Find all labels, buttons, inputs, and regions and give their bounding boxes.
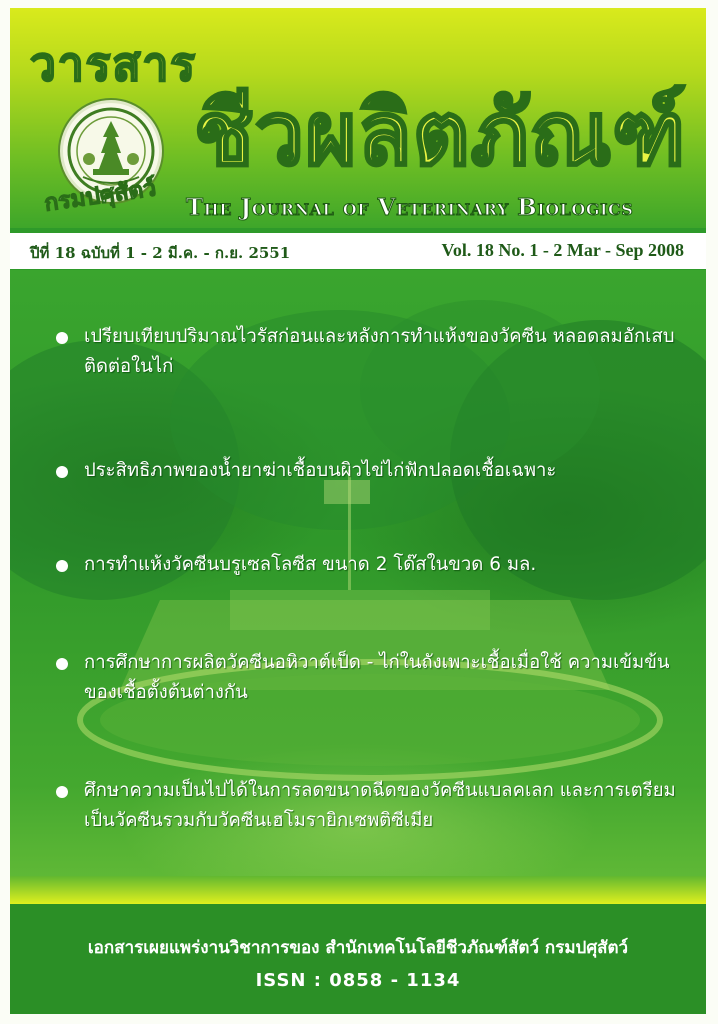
article-title: การศึกษาการผลิตวัคซีนอหิวาต์เป็ด - ไก่ในถังเพาะเชื้อเมื่อใช้ ความเข้มข้นของเชื้อตั้งต้นต่างกัน [84,652,670,703]
article-title: เปรียบเทียบปริมาณไวรัสก่อนและหลังการทำแห้งของวัคซีน หลอดลมอักเสบติดต่อในไก่ [84,326,675,377]
publisher-line: เอกสารเผยแพร่งานวิชาการของ สำนักเทคโนโลยีชีวภัณฑ์สัตว์ กรมปศุสัตว์ [87,938,629,958]
article-title: ประสิทธิภาพของน้ำยาฆ่าเชื้อบนผิวไข่ไก่ฟักปลอดเชื้อเฉพาะ [84,460,557,481]
article-item [56,776,696,836]
issue-thai: ปีที่ 18 ฉบับที่ 1 - 2 มี.ค. - ก.ย. 2551 [30,244,291,262]
issue-english: Vol. 18 No. 1 - 2 Mar - Sep 2008 [441,240,684,260]
bullet-icon [56,786,68,798]
footer-yellow-band [10,876,706,904]
bullet-icon [56,658,68,670]
article-title: การทำแห้งวัคซีนบรูเซลโลซีส ขนาด 2 โด๊สในขวด 6 มล. [84,554,537,575]
article-title: ศึกษาความเป็นไปได้ในการลดขนาดฉีดของวัคซีนแบลคเลก และการเตรียมเป็นวัคซีนรวมกับวัคซีนเฮโมรายิกเซพติซีเมีย [84,780,676,831]
issue-strip [10,233,706,269]
journal-cover [10,8,706,1014]
cover-footer [10,904,706,1014]
article-item [56,322,696,382]
department-label: กรมปศุสัตว์ [42,175,158,217]
issn-line: ISSN : 0858 - 1134 [255,970,461,991]
cover-photo-area [10,270,706,876]
bullet-icon [56,560,68,572]
cover-header [10,8,706,228]
journal-word: วารสาร [30,37,197,91]
journal-title: ชีวผลิตภัณฑ์ [194,82,687,185]
article-item [56,456,696,486]
article-item [56,550,696,580]
journal-title-english: The Journal of Veterinary Biologics [186,194,634,221]
bullet-icon [56,332,68,344]
article-item [56,648,696,708]
bullet-icon [56,466,68,478]
